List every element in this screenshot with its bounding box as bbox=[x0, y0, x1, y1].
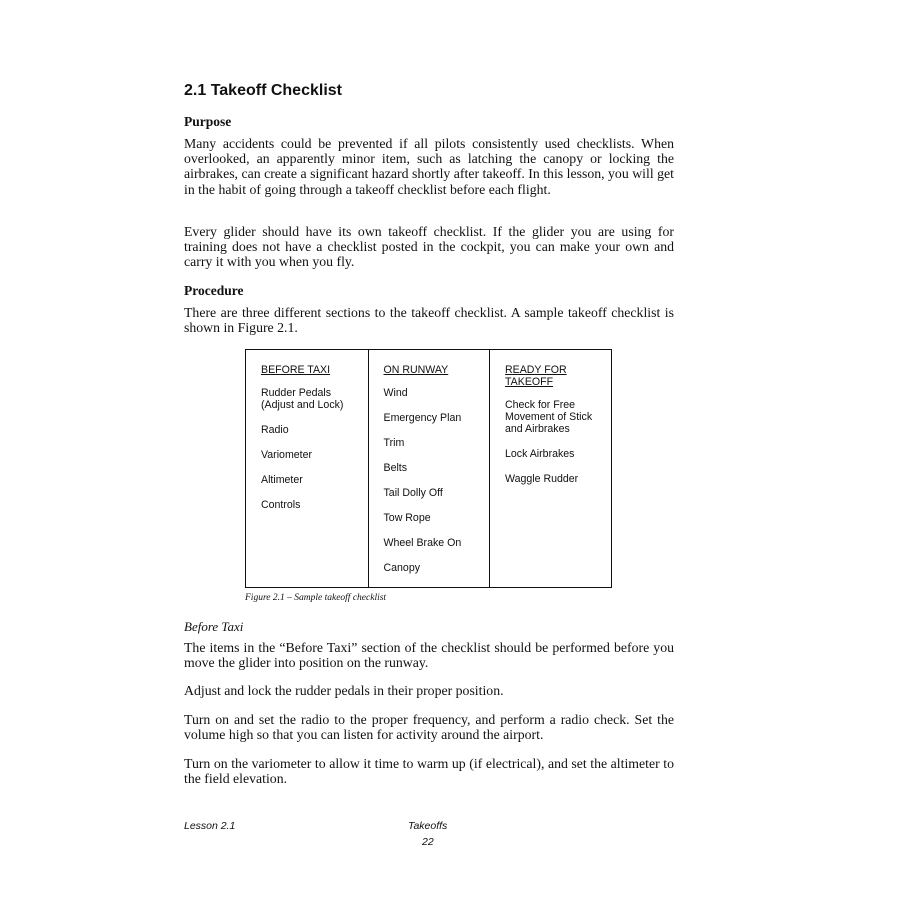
checklist-item: Radio bbox=[261, 424, 289, 436]
checklist-item: Waggle Rudder bbox=[505, 473, 579, 485]
checklist-column-heading: ON RUNWAY bbox=[383, 364, 449, 376]
before-taxi-paragraph-4: Turn on the variometer to allow it time to warm up (if electrical), and set the altimeter to the field elevation. bbox=[184, 756, 674, 787]
checklist-item: Trim bbox=[383, 437, 405, 449]
checklist-item: Altimeter bbox=[261, 474, 303, 486]
checklist-item: Belts bbox=[383, 462, 408, 474]
checklist-item: Emergency Plan bbox=[383, 412, 462, 424]
checklist-item: Lock Airbrakes bbox=[505, 448, 575, 460]
purpose-paragraph-1: Many accidents could be prevented if all pilots consistently used checklists. When overlooked, an apparently minor item, such as latching the canopy or locking the airbrakes, can create a significant hazard shortly after takeoff. In this lesson, you will get in the habit of going through a takeoff checklist before each flight. bbox=[184, 136, 674, 197]
checklist-item: Wind bbox=[383, 387, 408, 399]
takeoff-checklist-figure bbox=[245, 349, 612, 588]
checklist-item: Rudder Pedals (Adjust and Lock) bbox=[261, 387, 344, 411]
checklist-column-heading: BEFORE TAXI bbox=[261, 364, 331, 376]
before-taxi-paragraph-3: Turn on and set the radio to the proper frequency, and perform a radio check. Set the volume high so that you can listen for activity around the airport. bbox=[184, 712, 674, 743]
checklist-column-on-runway bbox=[368, 350, 490, 587]
checklist-item: Controls bbox=[261, 499, 301, 511]
purpose-heading: Purpose bbox=[184, 114, 232, 129]
before-taxi-paragraph-2: Adjust and lock the rudder pedals in their proper position. bbox=[184, 683, 504, 698]
procedure-paragraph: There are three different sections to the takeoff checklist. A sample takeoff checklist is shown in Figure 2.1. bbox=[184, 305, 674, 336]
procedure-heading: Procedure bbox=[184, 283, 244, 298]
checklist-item: Tail Dolly Off bbox=[383, 487, 443, 499]
checklist-column-before-taxi bbox=[246, 350, 368, 587]
checklist-item: Canopy bbox=[383, 562, 421, 574]
footer-lesson: Lesson 2.1 bbox=[184, 820, 236, 832]
section-title: 2.1 Takeoff Checklist bbox=[184, 82, 342, 99]
checklist-item: Wheel Brake On bbox=[383, 537, 462, 549]
before-taxi-heading: Before Taxi bbox=[184, 619, 244, 634]
checklist-item: Tow Rope bbox=[383, 512, 431, 524]
checklist-item: Variometer bbox=[261, 449, 313, 461]
before-taxi-paragraph-1: The items in the “Before Taxi” section of the checklist should be performed before you move the glider into position on the runway. bbox=[184, 640, 674, 671]
footer-topic: Takeoffs bbox=[408, 820, 448, 832]
purpose-paragraph-2: Every glider should have its own takeoff checklist. If the glider you are using for training does not have a checklist posted in the cockpit, you can make your own and carry it with you when you fly. bbox=[184, 224, 674, 270]
checklist-item: Check for Free Movement of Stick and Airbrakes bbox=[505, 399, 593, 435]
checklist-column-heading: READY FOR TAKEOFF bbox=[505, 364, 567, 388]
figure-caption: Figure 2.1 – Sample takeoff checklist bbox=[245, 593, 387, 603]
checklist-column-ready-for-takeoff bbox=[489, 350, 611, 587]
page-number: 22 bbox=[422, 836, 434, 848]
